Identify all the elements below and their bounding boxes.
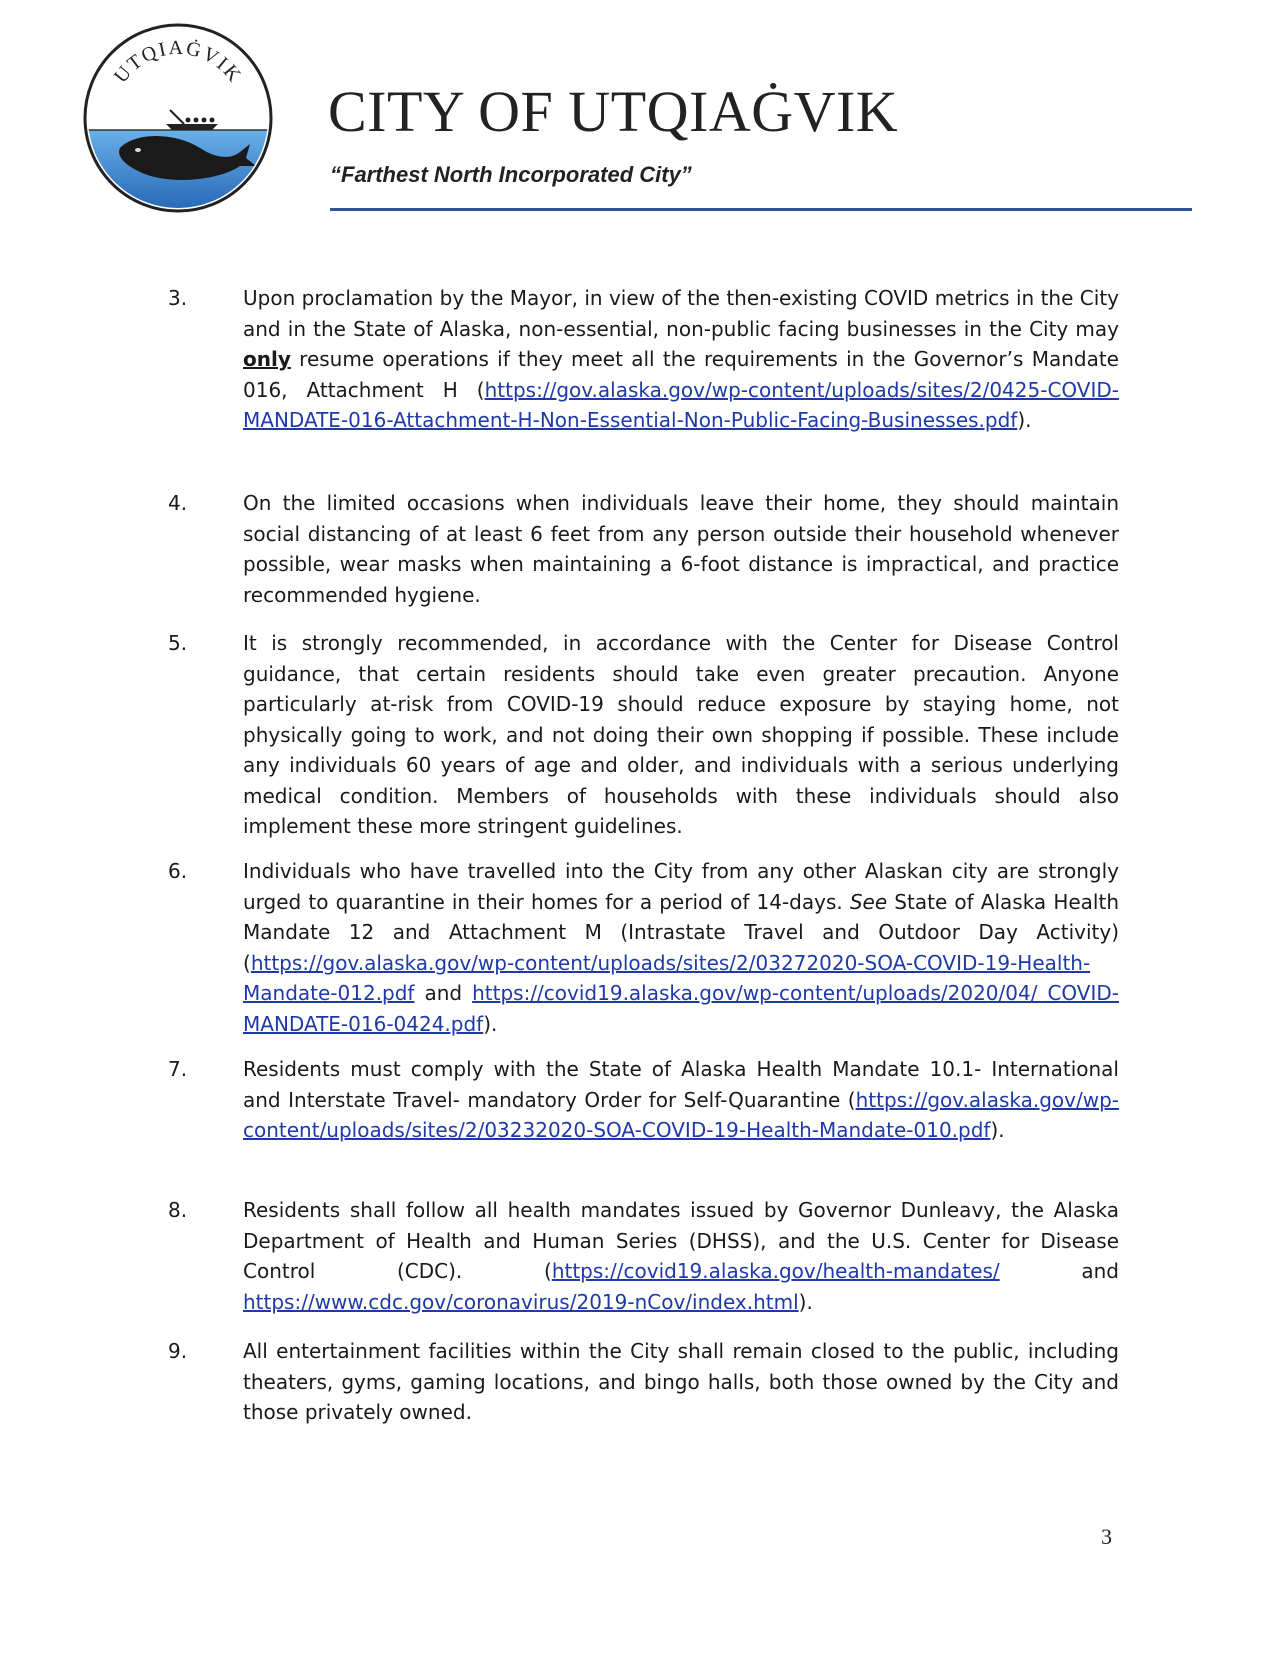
seal-text: UTQIAĠVIK [109, 36, 247, 88]
tagline: “Farthest North Incorporated City” [330, 162, 692, 187]
text-run: resume operations if they meet all the requirements in the Governor’s Mandate 016, Attachment H ( [243, 347, 1119, 402]
item-text [243, 856, 1119, 1039]
see-emphasis: See [849, 889, 888, 914]
cdc-coronavirus-link[interactable]: https://www.cdc.gov/coronavirus/2019-nCov/index.html [243, 1289, 799, 1314]
text-run: Upon proclamation by the Mayor, in view of the then-existing COVID metrics in the City and in the State of Alaska, non-essential, non-public facing businesses in the City may [243, 286, 1119, 341]
item-number: 9. [168, 1339, 188, 1363]
item-number: 4. [168, 491, 188, 515]
mandate-016-attachment-h-link[interactable]: https://gov.alaska.gov/wp-content/uploads/sites/2/0425-COVID-MANDATE-016-Attachment-H-Non-Essential-Non-Public-Facing-Businesses.pdf [243, 377, 1119, 432]
text-run: and [999, 1259, 1120, 1283]
item-number: 6. [168, 859, 188, 883]
health-mandate-012-link[interactable]: https://gov.alaska.gov/wp-content/uploads/sites/2/03272020-SOA-COVID-19-Health-Mandate-012.pdf [243, 950, 1091, 1005]
header-divider [330, 208, 1192, 211]
emphasis-only: only [243, 347, 291, 371]
item-number: 5. [168, 631, 188, 655]
text-run: ). [990, 1118, 1005, 1142]
health-mandate-010-link[interactable]: https://gov.alaska.gov/wp-content/uploads/sites/2/03232020-SOA-COVID-19-Health-Mandate-010.pdf [243, 1087, 1119, 1142]
item-text [243, 1054, 1119, 1146]
text-run: Residents must comply with the State of Alaska Health Mandate 10.1- International and Interstate Travel- mandatory Order for Self-Quarantine ( [243, 1057, 1119, 1112]
item-number: 7. [168, 1057, 188, 1081]
text-run: ). [1017, 408, 1032, 432]
text-run: and [414, 981, 473, 1005]
health-mandates-link[interactable]: https://covid19.alaska.gov/health-mandates/ [551, 1259, 1000, 1283]
text-run: Individuals who have travelled into the City from any other Alaskan city are strongly urged to quarantine in their homes for a period of 14-days. [243, 859, 1119, 914]
mandate-016-0424-link[interactable]: https://covid19.alaska.gov/wp-content/uploads/2020/04/ COVID-MANDATE-016-0424.pdf [243, 981, 1119, 1036]
city-seal-logo [80, 20, 276, 216]
item-text [243, 283, 1119, 436]
item-number: 8. [168, 1198, 188, 1222]
text-run: ). [483, 1011, 498, 1036]
item-text [243, 1195, 1119, 1317]
text-run: State of Alaska Health Mandate 12 and Attachment M (Intrastate Travel and Outdoor Day Activity) ( [243, 889, 1119, 975]
page-title: CITY OF UTQIAĠVIK [328, 79, 899, 144]
item-text: It is strongly recommended, in accordance with the Center for Disease Control guidance, that certain residents should take even greater precaution. Anyone particularly at-risk from COVID-19 should reduce exposure by staying home, not physically going to work, and not doing their own shopping if possible. These include any individuals 60 years of age and older, and individuals with a serious underlying medical condition. Members of households with these individuals should also implement these more stringent guidelines. [243, 631, 1119, 838]
item-text: All entertainment facilities within the City shall remain closed to the public, including theaters, gyms, gaming locations, and bingo halls, both those owned by the City and those privately owned. [243, 1339, 1119, 1424]
item-text: On the limited occasions when individuals leave their home, they should maintain social distancing of at least 6 feet from any person outside their household whenever possible, wear masks when maintaining a 6-foot distance is impractical, and practice recommended hygiene. [243, 491, 1119, 607]
item-number: 3. [168, 286, 188, 310]
text-run: Residents shall follow all health mandates issued by Governor Dunleavy, the Alaska Department of Health and Human Series (DHSS), and the U.S. Center for Disease Control (CDC). ( [243, 1198, 1119, 1283]
page-number: 3 [1101, 1524, 1112, 1549]
text-run: ). [798, 1289, 813, 1314]
